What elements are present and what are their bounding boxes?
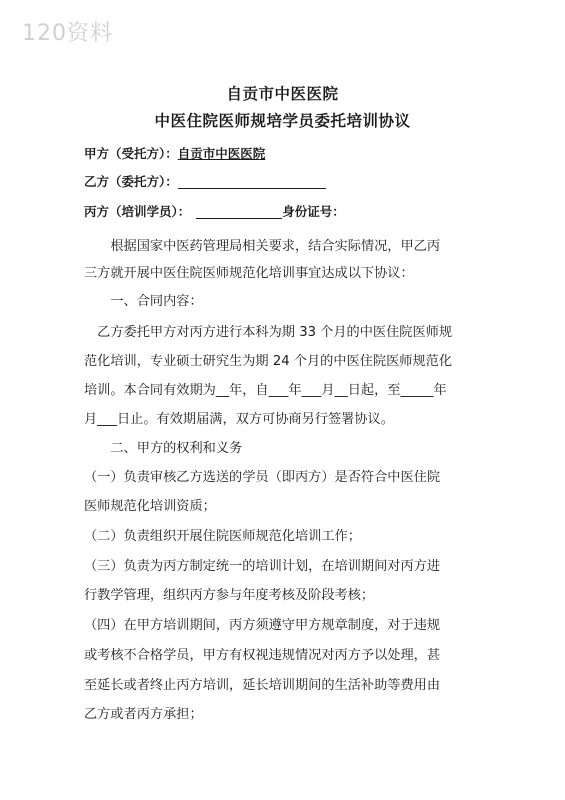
body-line: 根据国家中医药管理局相关要求，结合实际情况，甲乙丙: [84, 239, 441, 254]
clause-line: （一）负责审核乙方选送的学员（即丙方）是否符合中医住院: [84, 470, 441, 485]
section-heading: 二、甲方的权利和义务: [84, 441, 243, 456]
clause-line: 乙方或者丙方承担；: [84, 707, 203, 722]
clause-line: 至延长或者终止丙方培训，延长培训期间的生活补助等费用由: [84, 678, 441, 693]
document-title-hospital: 自贡市中医医院: [226, 85, 339, 103]
section-heading: 一、合同内容：: [84, 294, 203, 309]
party-b: [84, 172, 326, 190]
body-line: 三方就开展中医住院医师规范化培训事宜达成以下协议：: [84, 266, 414, 281]
watermark: 120资料: [22, 21, 113, 46]
body-line: 范化培训，专业硕士研究生为期 24 个月的中医住院医师规范化: [84, 354, 453, 369]
clause-line: （四）在甲方培训期间，丙方须遵守甲方规章制度，对于违规: [84, 618, 441, 633]
party-c-label: 丙方（培训学员）：: [84, 204, 191, 219]
party-c: [84, 202, 345, 220]
body-line: 培训。本合同有效期为__年，自___年___月__日起，至_____年: [84, 383, 447, 398]
party-b-label: 乙方（委托方）：: [84, 174, 178, 189]
party-a-label: 甲方（受托方）：: [84, 146, 178, 161]
party-a-value: 自贡市中医医院: [177, 146, 266, 161]
body-line: 乙方委托甲方对丙方进行本科为期 33 个月的中医住院医师规: [84, 325, 453, 340]
clause-line: （三）负责为丙方制定统一的培训计划，在培训期间对丙方进: [84, 559, 441, 574]
clause-line: 行教学管理，组织丙方参与年度考核及阶段考核；: [84, 588, 375, 603]
party-b-blank: [178, 174, 326, 189]
party-c-id-label: 身份证号：: [282, 204, 345, 219]
clause-line: （二）负责组织开展住院医师规范化培训工作；: [84, 529, 361, 544]
body-line: 月___日止。有效期届满，双方可协商另行签署协议。: [84, 412, 394, 427]
clause-line: 医师规范化培训资质；: [84, 499, 216, 514]
clause-line: 或考核不合格学员，甲方有权视违规情况对丙方予以处理，甚: [84, 648, 441, 663]
party-a: [84, 144, 265, 162]
document-title-agreement: 中医住院医师规培学员委托培训协议: [154, 112, 411, 130]
party-c-name-blank: [196, 204, 282, 219]
